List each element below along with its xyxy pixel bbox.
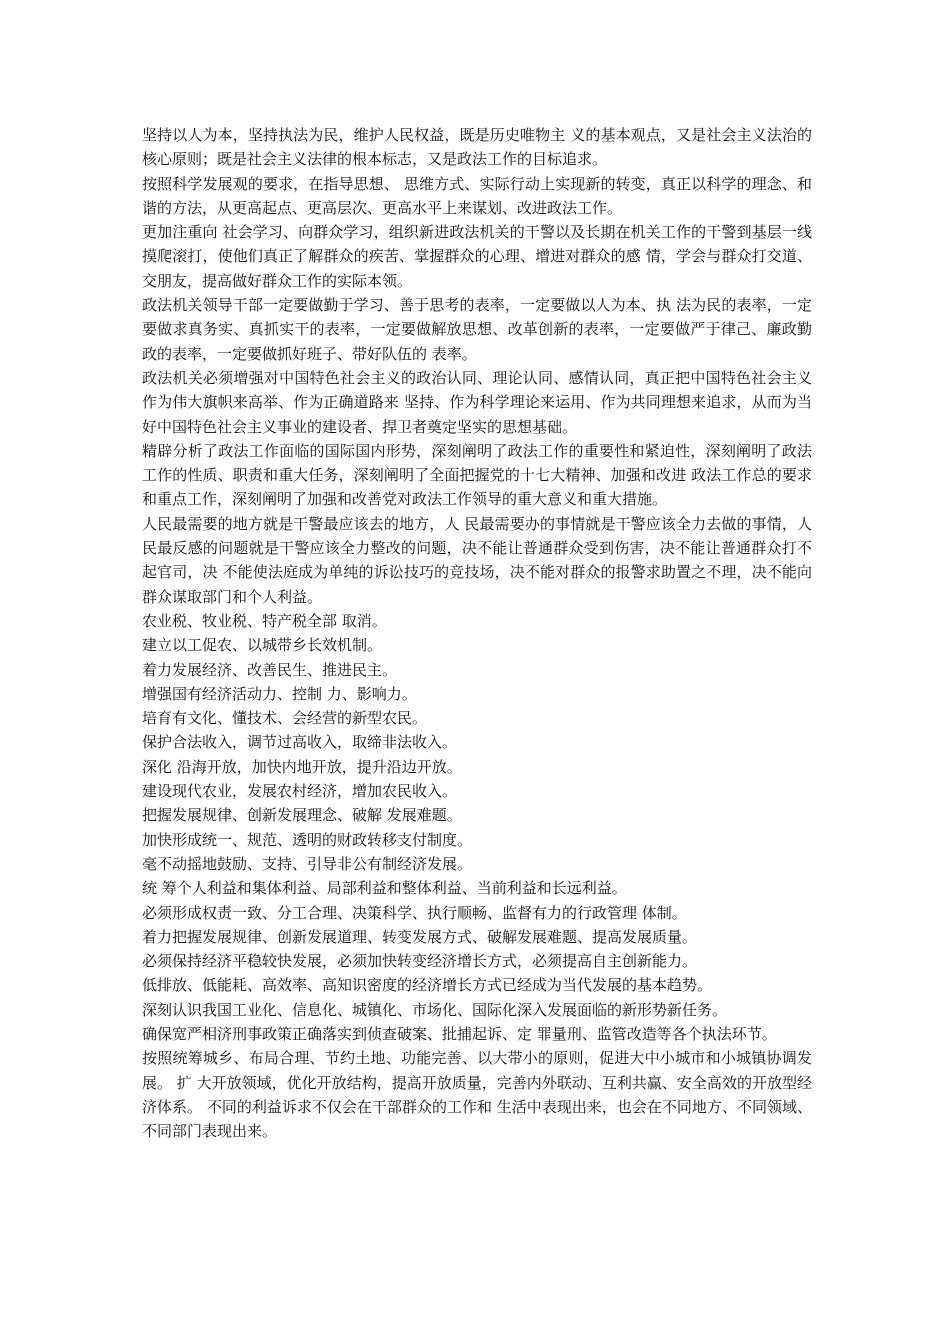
paragraph: 把握发展规律、创新发展理念、破解 发展难题。 [142,806,462,825]
paragraph: 建设现代农业，发展农村经济，增加农民收入。 [142,782,458,801]
paragraph: 坚持以人为本，坚持执法为民，维护人民权益，既是历史唯物主 义的基本观点，又是社会主义法治的核心原则；既是社会主义法律的根本标志，又是政法工作的目标追求。 [142,126,812,169]
paragraph: 农业税、牧业税、特产税全部 取消。 [142,611,387,630]
paragraph: 必须保持经济平稳较快发展，必须加快转变经济增长方式，必须提高自主创新能力。 [142,952,698,971]
paragraph: 着力把握发展规律、创新发展道理、转变发展方式、破解发展难题、提高发展质量。 [142,927,698,946]
paragraph: 毫不动摇地鼓励、支持、引导非公有制经济发展。 [142,854,473,873]
paragraph: 保护合法收入，调节过高收入，取缔非法收入。 [142,733,458,752]
paragraph: 人民最需要的地方就是干警最应该去的地方，人 民最需要办的事情就是干警应该全力去做的事情，人民最反感的问题就是干警应该全力整改的问题，决不能让普通群众受到伤害，决不能让普通群众打不起官司，决 不能使法庭成为单纯的诉讼技巧的竞技场，决不能对群众的报警求助置之不理，决不能向群众谋取部门和个人利益。 [142,514,812,606]
paragraph: 低排放、低能耗、高效率、高知识密度的经济增长方式已经成为当代发展的基本趋势。 [142,976,713,995]
paragraph: 按照科学发展观的要求，在指导思想、 思维方式、实际行动上实现新的转变，真正以科学的理念、和谐的方法，从更高起点、更高层次、更高水平上来谋划、改进政法工作。 [142,174,812,217]
paragraph: 加快形成统一、规范、透明的财政转移支付制度。 [142,830,473,849]
paragraph: 必须形成权责一致、分工合理、决策科学、执行顺畅、监督有力的行政管理 体制。 [142,903,687,922]
paragraph: 深刻认识我国工业化、信息化、城镇化、市场化、国际化深入发展面临的新形势新任务。 [142,1000,728,1019]
paragraph: 政法机关必须增强对中国特色社会主义的政治认同、理论认同、感情认同，真正把中国特色社会主义作为伟大旗帜来高举、作为正确道路来 坚持、作为科学理论来运用、作为共同理想来追求，从而为当好中国特色社会主义事业的建设者、捍卫者奠定坚实的思想基础。 [142,368,812,436]
paragraph: 按照统筹城乡、布局合理、节约土地、功能完善、以大带小的原则，促进大中小城市和小城镇协调发展。 扩 大开放领域，优化开放结构，提高开放质量，完善内外联动、互利共赢、安全高效的开放型经济体系。 不同的利益诉求不仅会在干部群众的工作和 生活中表现出来，也会在不同地方、不同领域、不同部门表现出来。 [142,1049,812,1141]
paragraph: 着力发展经济、改善民生、推进民主。 [142,660,398,679]
paragraph: 深化 沿海开放，加快内地开放，提升沿边开放。 [142,757,462,776]
paragraph: 政法机关领导干部一定要做勤于学习、善于思考的表率，一定要做以人为本、执 法为民的表率，一定要做求真务实、真抓实干的表率，一定要做解放思想、改革创新的表率，一定要做严于律己、廉政勤政的表率，一定要做抓好班子、带好队伍的 表率。 [142,296,812,363]
paragraph: 建立以工促农、以城带乡长效机制。 [142,636,383,655]
paragraph: 培育有文化、懂技术、会经营的新型农民。 [142,709,428,728]
paragraph: 确保宽严相济刑事政策正确落实到侦查破案、批捕起诉、定 罪量刑、监管改造等各个执法环节。 [142,1024,777,1043]
paragraph: 统 筹个人利益和集体利益、局部利益和整体利益、当前利益和长远利益。 [142,879,627,898]
paragraph: 更加注重向 社会学习、向群众学习，组织新进政法机关的干警以及长期在机关工作的干警到基层一线摸爬滚打，使他们真正了解群众的疾苦、掌握群众的心理、增进对群众的感 情，学会与群众打交道、交朋友，提高做好群众工作的实际本领。 [142,223,812,290]
document-body [142,123,812,1143]
paragraph: 增强国有经济活动力、控制 力、影响力。 [142,684,417,703]
paragraph: 精辟分析了政法工作面临的国际国内形势，深刻阐明了政法工作的重要性和紧迫性，深刻阐明了政法工作的性质、职责和重大任务，深刻阐明了全面把握党的十七大精神、加强和改进 政法工作总的要求和重点工作，深刻阐明了加强和改善党对政法工作领导的重大意义和重大措施。 [142,441,812,509]
